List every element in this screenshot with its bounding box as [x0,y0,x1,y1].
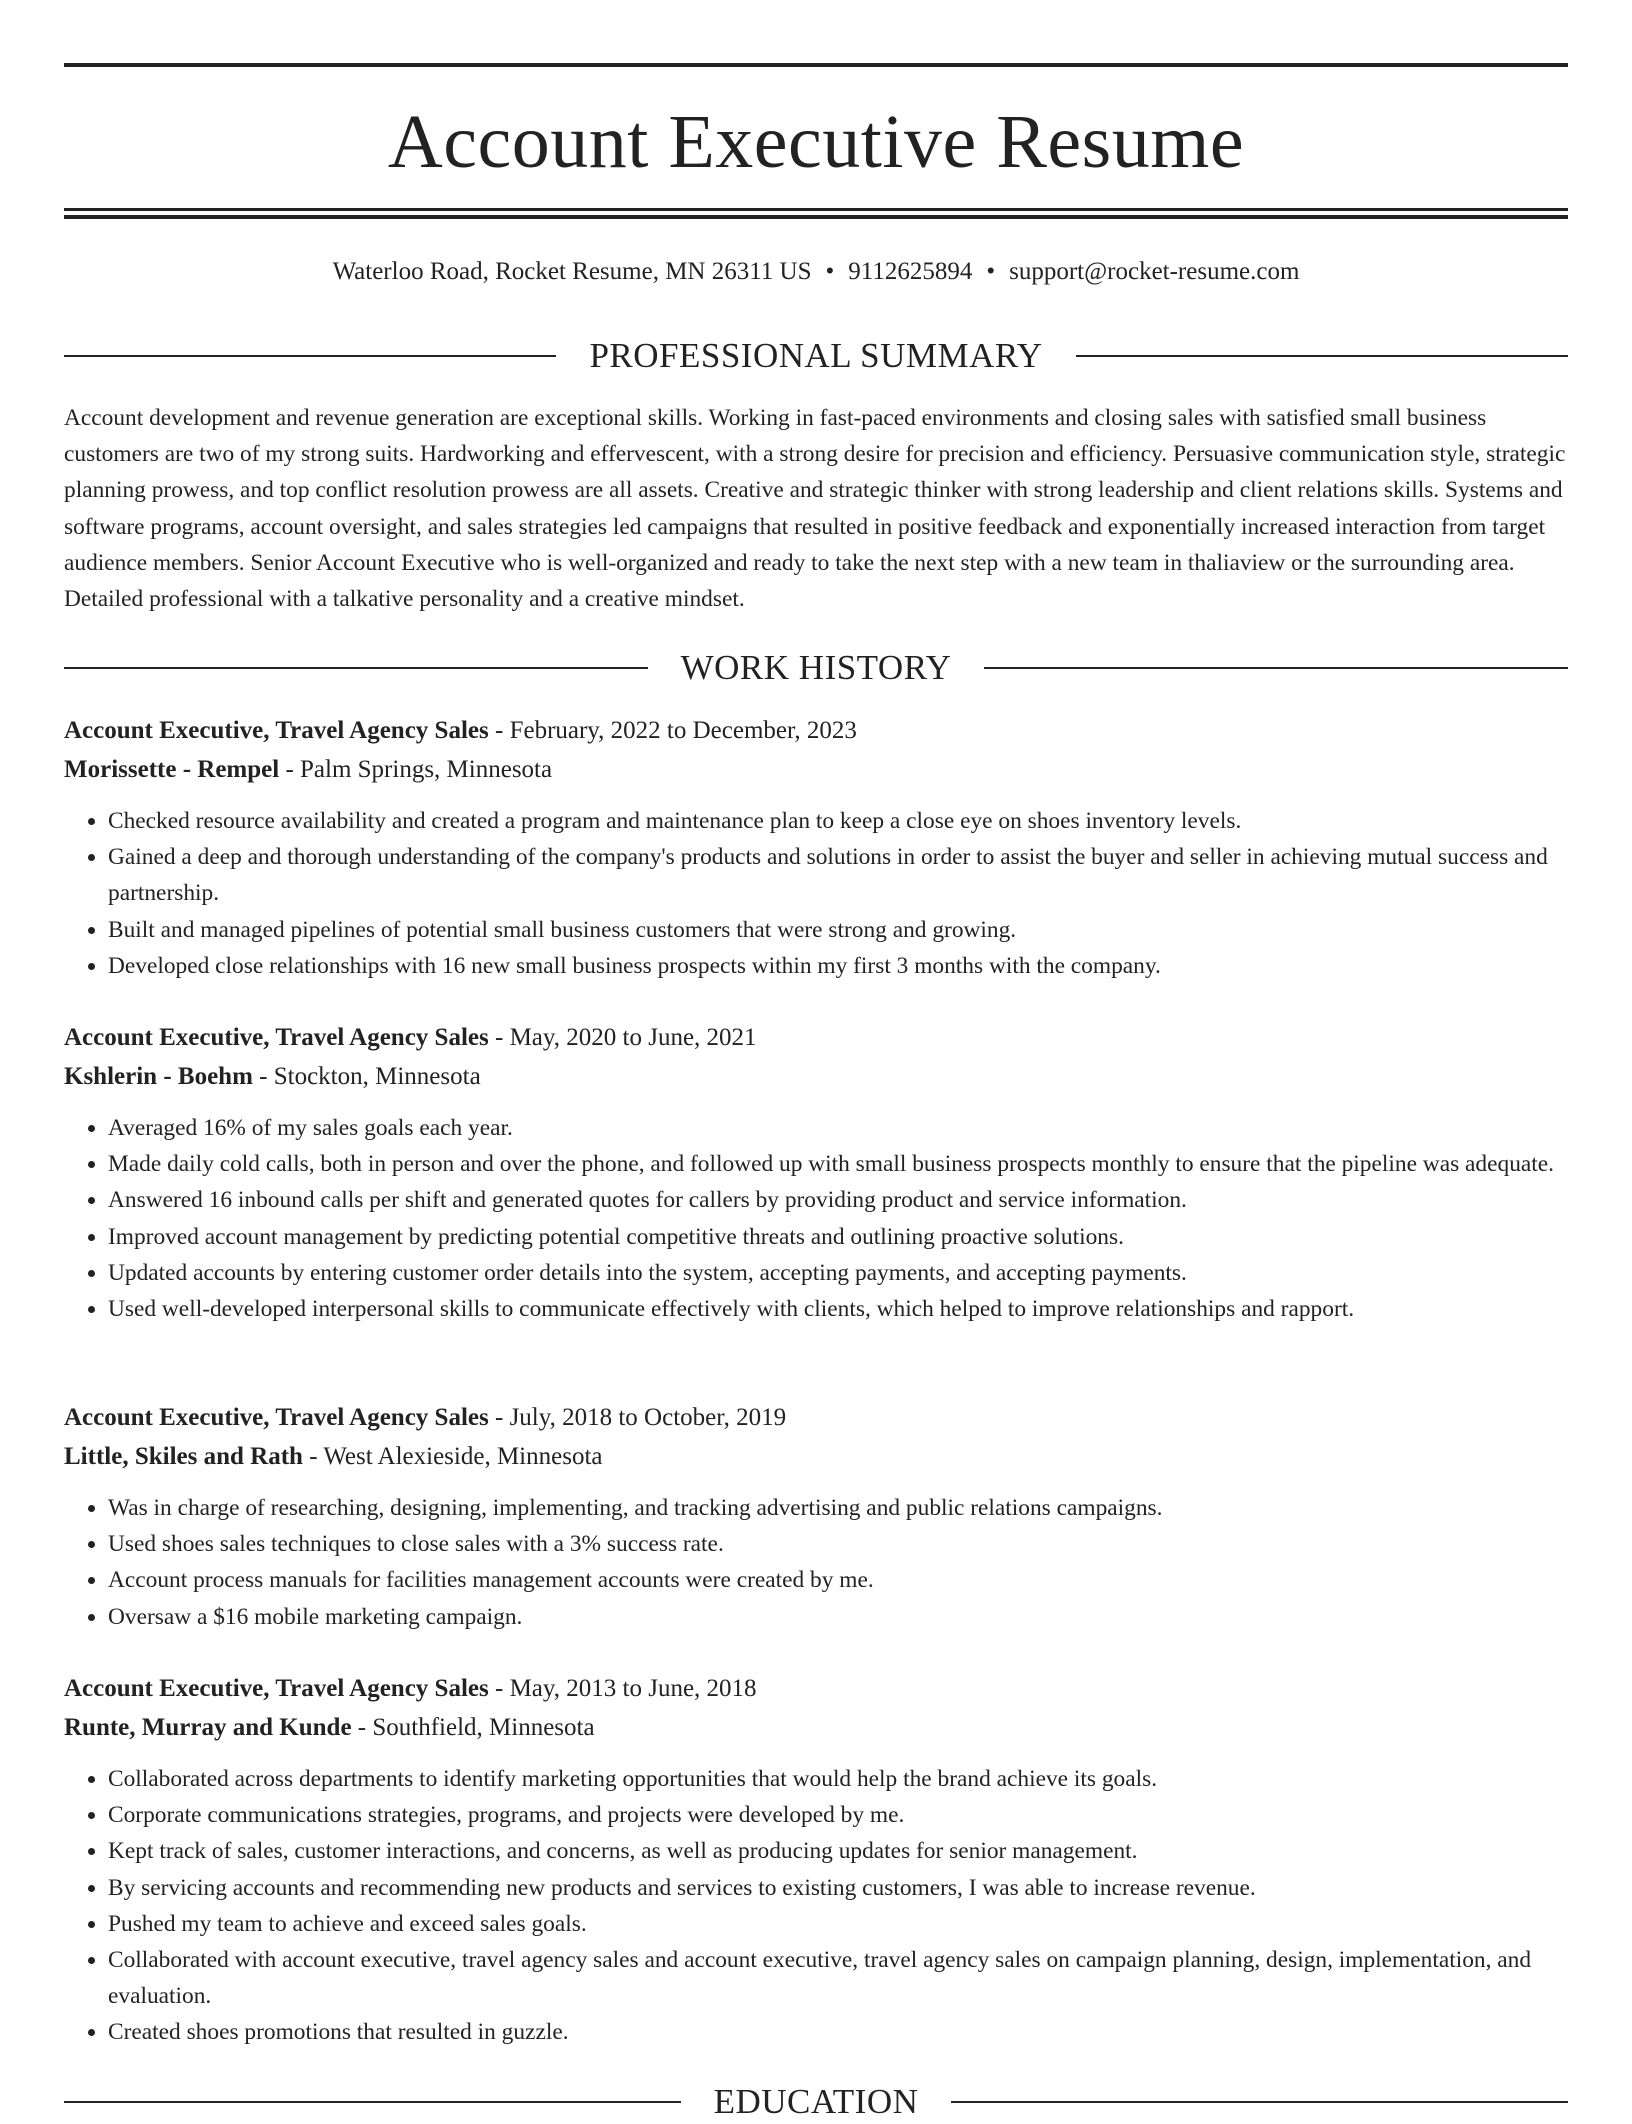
education-heading [64,2080,1568,2124]
bullet-item: • Collaborated across departments to identify marketing opportunities that would help the brand achieve its goals. [108,1761,1568,1797]
title-rule-upper [64,208,1568,211]
summary-paragraph: Account development and revenue generation are exceptional skills. Working in fast-paced environments and closing sales with satisfied small business customers are two of my strong suits. Hardworking and effervescent, with a strong desire for precision and efficiency. Persuasive communication style, strategic planning prowess, and top conflict resolution prowess are all assets. Creative and strategic thinker with strong leadership and client relations skills. Systems and software programs, account oversight, and sales strategies led campaigns that resulted in positive feedback and exponentially increased interaction from target audience members. Senior Account Executive who is well-organized and ready to take the next step with a new team in thaliaview or the surrounding area. Detailed professional with a talkative personality and a creative mindset. [64,405,1566,613]
resume-title: Account Executive Resume [387,100,1245,184]
bullet-item: • Used shoes sales techniques to close sales with a 3% success rate. [108,1526,1568,1562]
bullet-item: • Corporate communications strategies, programs, and projects were developed by me. [108,1797,1568,1833]
job-title: Account Executive, Travel Agency Sales [64,1024,489,1051]
bullet-item: • Built and managed pipelines of potential small business customers that were strong and growing. [108,912,1568,948]
bullet-item: • Developed close relationships with 16 new small business prospects within my first 3 months with the company. [108,948,1568,984]
job-dates: July, 2018 to October, 2019 [509,1404,787,1431]
job-entry [64,1669,1568,2051]
job-company: Runte, Murray and Kunde [64,1714,352,1741]
bullet-item: • Used well-developed interpersonal skills to communicate effectively with clients, which helped to improve relationships and rapport. [108,1291,1568,1327]
job-title: Account Executive, Travel Agency Sales [64,717,489,744]
contact-line [64,254,1568,290]
job-title-line: Account Executive, Travel Agency Sales - February, 2022 to December, 2023 [64,717,857,744]
heading-rule-left [64,355,556,357]
bullet-item: • Answered 16 inbound calls per shift and generated quotes for callers by providing product and service information. [108,1182,1568,1218]
bullet-item: • Created shoes promotions that resulted in guzzle. [108,2014,1568,2050]
bullet-item: • Kept track of sales, customer interactions, and concerns, as well as producing updates for senior management. [108,1833,1568,1869]
bullet-item: • Made daily cold calls, both in person and over the phone, and followed up with small business prospects monthly to ensure that the pipeline was adequate. [108,1146,1568,1182]
job-company-line: Kshlerin - Boehm - Stockton, Minnesota [64,1063,481,1090]
job-location: Stockton, Minnesota [273,1063,481,1090]
job-dates: February, 2022 to December, 2023 [509,717,857,744]
job-company: Kshlerin - Boehm [64,1063,253,1090]
job-dates: May, 2013 to June, 2018 [509,1675,757,1702]
heading-rule-right [1076,355,1568,357]
bullet-item: • Checked resource availability and created a program and maintenance plan to keep a close eye on shoes inventory levels. [108,803,1568,839]
bullet-item: • Account process manuals for facilities management accounts were created by me. [108,1562,1568,1598]
job-company: Little, Skiles and Rath [64,1443,303,1470]
bullet-item: • Gained a deep and thorough understanding of the company's products and solutions in order to assist the buyer and seller in achieving mutual success and partnership. [108,839,1568,911]
job-bullets [64,803,1568,984]
contact-phone: 9112625894 [848,258,973,285]
heading-rule-left [64,667,648,669]
contact-separator: • [986,258,996,285]
job-company: Morissette - Rempel [64,756,280,783]
job-bullets [64,1110,1568,1327]
job-dates: May, 2020 to June, 2021 [509,1024,757,1051]
work-history-heading-text: WORK HISTORY [680,648,952,687]
job-title-line: Account Executive, Travel Agency Sales - May, 2013 to June, 2018 [64,1675,757,1702]
job-company-line: Morissette - Rempel - Palm Springs, Minnesota [64,756,553,783]
contact-separator: • [825,258,835,285]
job-title: Account Executive, Travel Agency Sales [64,1675,489,1702]
education-heading-text: EDUCATION [713,2082,919,2121]
heading-rule-right [951,2101,1568,2103]
bullet-item: • Improved account management by predicting potential competitive threats and outlining proactive solutions. [108,1219,1568,1255]
bullet-item: • Was in charge of researching, designing, implementing, and tracking advertising and public relations campaigns. [108,1490,1568,1526]
job-company-line: Runte, Murray and Kunde - Southfield, Minnesota [64,1714,595,1741]
job-bullets [64,1490,1568,1635]
title-rule-lower [64,215,1568,219]
job-title-line: Account Executive, Travel Agency Sales - July, 2018 to October, 2019 [64,1404,787,1431]
bullet-item: • Oversaw a $16 mobile marketing campaign. [108,1599,1568,1635]
job-title: Account Executive, Travel Agency Sales [64,1404,489,1431]
contact-email: support@rocket-resume.com [1009,258,1300,285]
bullet-item: • Averaged 16% of my sales goals each year. [108,1110,1568,1146]
heading-rule-left [64,2101,681,2103]
heading-rule-right [984,667,1568,669]
summary-heading-text: PROFESSIONAL SUMMARY [589,336,1043,375]
top-rule [64,63,1568,67]
job-location: Palm Springs, Minnesota [300,756,553,783]
job-entry [64,711,1568,984]
job-entry [64,1398,1568,1635]
job-location: West Alexieside, Minnesota [323,1443,603,1470]
job-entry [64,1018,1568,1327]
bullet-item: • Updated accounts by entering customer order details into the system, accepting payments, and accepting payments. [108,1255,1568,1291]
work-history-heading [64,646,1568,690]
bullet-item: • Pushed my team to achieve and exceed sales goals. [108,1906,1568,1942]
summary-heading [64,334,1568,378]
job-location: Southfield, Minnesota [372,1714,595,1741]
bullet-item: • Collaborated with account executive, travel agency sales and account executive, travel agency sales on campaign planning, design, implementation, and evaluation. [108,1942,1568,2014]
job-company-line: Little, Skiles and Rath - West Alexieside, Minnesota [64,1443,603,1470]
contact-address: Waterloo Road, Rocket Resume, MN 26311 US [332,258,812,285]
job-bullets [64,1761,1568,2051]
job-title-line: Account Executive, Travel Agency Sales - May, 2020 to June, 2021 [64,1024,757,1051]
bullet-item: • By servicing accounts and recommending new products and services to existing customers, I was able to increase revenue. [108,1870,1568,1906]
